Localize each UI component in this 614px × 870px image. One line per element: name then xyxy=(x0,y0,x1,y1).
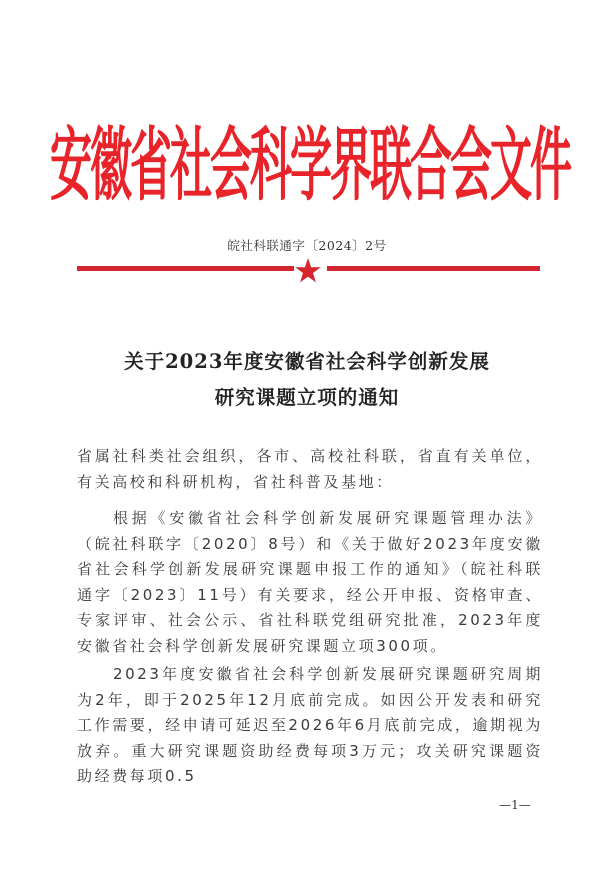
page-number: —1— xyxy=(499,798,531,812)
addressee-paragraph: 省属社科类社会组织，各市、高校社科联，省直有关单位，有关高校和科研机构，省社科普及基地： xyxy=(77,447,543,491)
red-star-icon xyxy=(295,258,321,283)
document-title-line-1: 关于2023年度安徽省社会科学创新发展 xyxy=(124,350,490,373)
red-rule-right xyxy=(327,266,540,271)
red-rule-left xyxy=(77,266,294,271)
document-number: 皖社科联通字〔2024〕2号 xyxy=(227,238,387,253)
document-title-line-2: 研究课题立项的通知 xyxy=(214,386,400,409)
body-paragraph: 根据《安徽省社会科学创新发展研究课题管理办法》（皖社科联字〔2020〕8号）和《关于做好2023年度安徽省社会科学创新发展研究课题申报工作的通知》（皖社科联通字〔2023〕11号）有关要求，经公开申报、资格审查、专家评审、社会公示、省社科联党组研究批准，2023年度安徽省社会科学创新发展研究课题立项300项。 xyxy=(77,509,543,655)
document-red-header: 安徽省社会科学界联合会文件 xyxy=(50,118,571,212)
body-paragraph: 2023年度安徽省社会科学创新发展研究课题研究周期为2年，即于2025年12月底前完成。如因公开发表和研究工作需要，经申请可延迟至2026年6月底前完成，逾期视为放弃。重大研究课题资助经费每项3万元；攻关研究课题资助经费每项0.5 xyxy=(77,665,543,785)
